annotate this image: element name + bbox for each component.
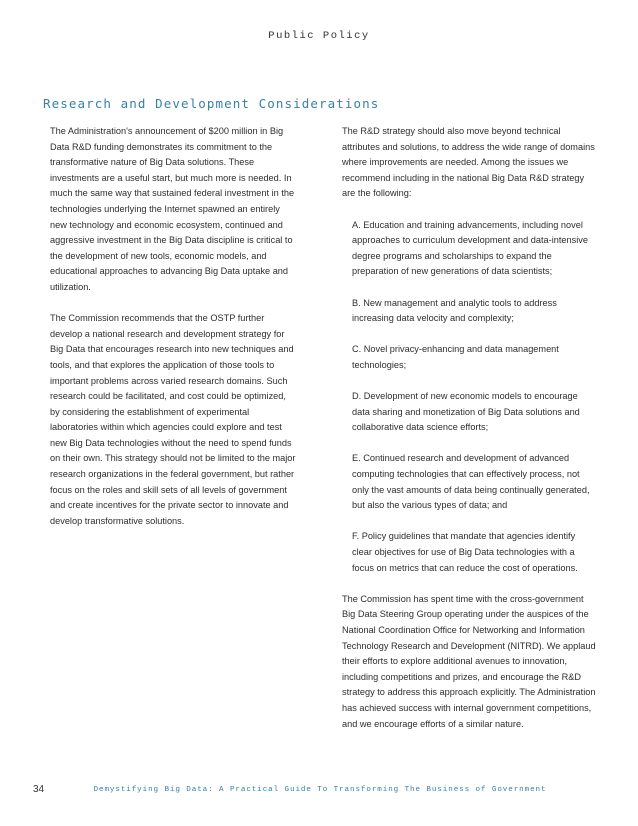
list-item: E. Continued research and development of advanced computing technologies that can effectively process, not only the vast amounts of data being continually generated, but also the various types of data; and — [352, 453, 590, 511]
list-item: C. Novel privacy-enhancing and data management technologies; — [352, 344, 559, 370]
section-title: Research and Development Considerations — [43, 96, 380, 111]
closing-paragraph: The Commission has spent time with the cross-government Big Data Steering Group operating under the auspices of the National Coordination Office for Networking and Information Technology Research and Development (NITRD). We applaud their efforts to explore additional avenues to innovation, including competitions and prizes, and encourage the R&D strategy to address this approach explicitly. The Administration has achieved success with internal government competitions, and we encourage efforts of a similar nature. — [342, 593, 596, 729]
left-column — [50, 124, 296, 545]
list-item: D. Development of new economic models to encourage data sharing and monetization of Big Data solutions and collaborative data science efforts; — [352, 391, 580, 433]
intro-paragraph: The R&D strategy should also move beyond technical attributes and solutions, to address the wide range of domains where improvements are needed. Among the issues we recommend including in the national Big Data R&D strategy are the following: — [342, 126, 595, 199]
running-header: Public Policy — [268, 30, 370, 42]
paragraph: The Administration's announcement of $200 million in Big Data R&D funding demonstrates its commitment to the transformative nature of Big Data solutions. These investments are a useful start, but much more is needed. In much the same way that sustained federal investment in the technologies underlying the Internet spawned an entirely new technology and economic ecosystem, continued and aggressive investment in the Big Data discipline is critical to the development of new tools, economic models, and educational approaches to advancing Big Data uptake and utilization. — [50, 126, 295, 292]
footer-title: Demystifying Big Data: A Practical Guide To Transforming The Business of Government — [93, 786, 547, 794]
list-item: A. Education and training advancements, including novel approaches to curriculum development and data-intensive degree programs and scholarships to expand the preparation of new generations of data scientists; — [352, 219, 588, 277]
page-number: 34 — [33, 784, 45, 795]
list-item: B. New management and analytic tools to address increasing data velocity and complexity; — [352, 297, 557, 324]
right-column — [342, 124, 596, 748]
list-item: F. Policy guidelines that mandate that agencies identify clear objectives for use of Big Data technologies with a focus on metrics that can reduce the cost of operations. — [352, 531, 578, 573]
paragraph: The Commission recommends that the OSTP further develop a national research and development strategy for Big Data that encourages research into new techniques and tools, and that explores the application of those tools to important problems across varied research domains. Such research could be facilitated, and cost could be optimized, by considering the establishment of experimental laboratories within which agencies could explore and test new Big Data technologies without the need to spend funds on their own. This strategy should not be limited to the major research organizations in the federal government, but rather focus on the roles and skill sets of all levels of government and create incentives for the private sector to innovate and develop transformative solutions. — [50, 313, 296, 526]
